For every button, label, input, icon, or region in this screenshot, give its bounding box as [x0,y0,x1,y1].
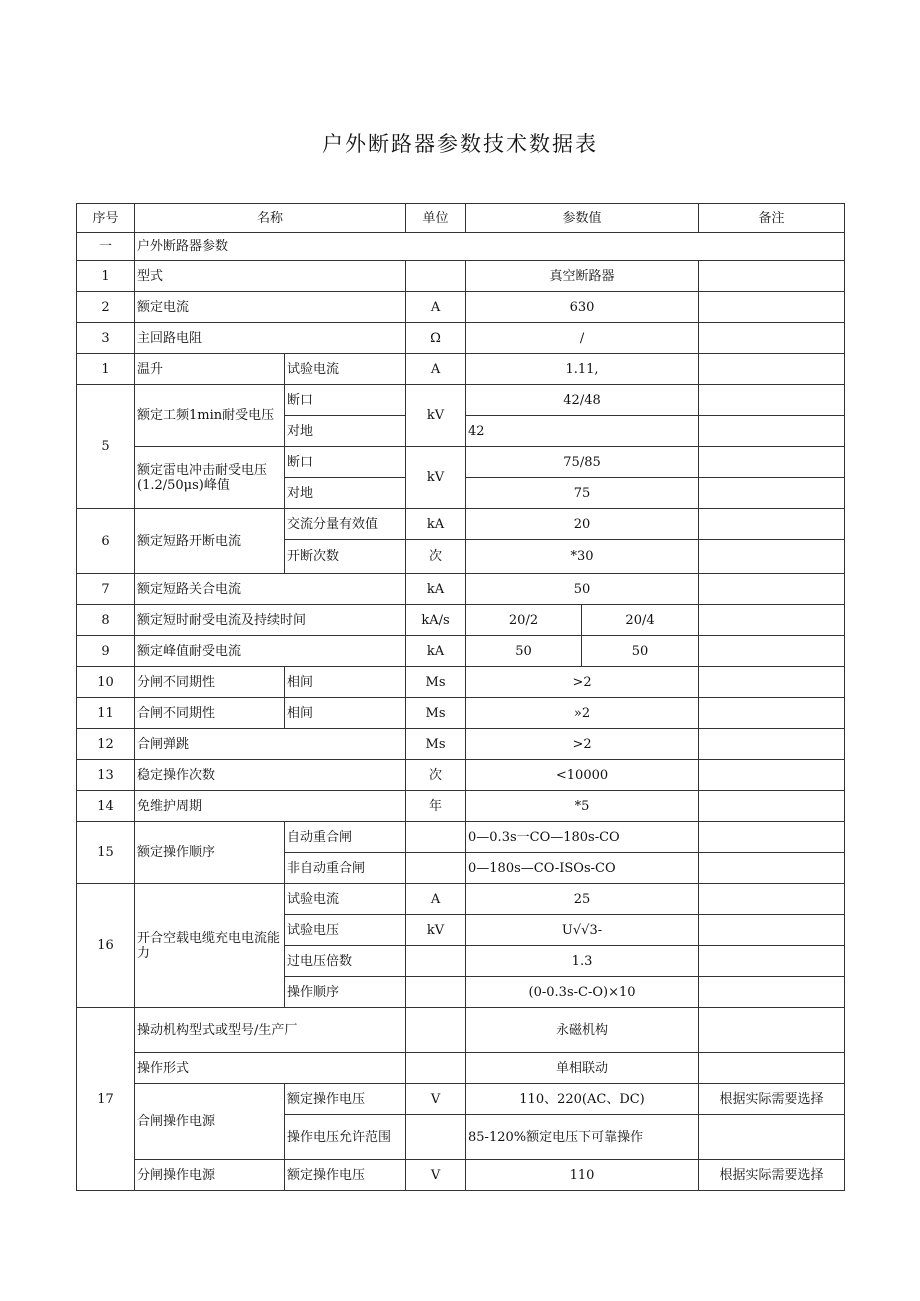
row-note [699,977,845,1008]
table-row [77,636,845,667]
row-value: *5 [466,791,699,822]
row-seq: 16 [77,884,135,1008]
row-name: 额定短路开断电流 [135,509,285,574]
row-unit: kA [406,574,466,605]
row-unit: 年 [406,791,466,822]
row-value: U√√3- [466,915,699,946]
row-name: 额定短路关合电流 [135,574,406,605]
row-name: 操作形式 [135,1053,406,1084]
row-unit: A [406,884,466,915]
row-seq: 7 [77,574,135,605]
table-header [77,204,845,233]
row-seq: 11 [77,698,135,729]
row-seq: 10 [77,667,135,698]
row-unit: 次 [406,540,466,574]
row-value: 85-120%额定电压下可靠操作 [466,1115,699,1160]
table-row [77,791,845,822]
row-note [699,261,845,292]
row-name: 合闸操作电源 [135,1084,285,1160]
row-sub: 相间 [285,698,406,729]
row-unit: Ms [406,667,466,698]
row-unit [406,1115,466,1160]
row-sub: 自动重合闸 [285,822,406,853]
row-note [699,791,845,822]
row-sub: 额定操作电压 [285,1084,406,1115]
row-value: 42/48 [466,385,699,416]
table-row [77,822,845,853]
row-note [699,1053,845,1084]
row-note [699,946,845,977]
row-note [699,509,845,540]
row-unit: kV [406,915,466,946]
row-name: 主回路电阻 [135,323,406,354]
row-note [699,1115,845,1160]
row-sub: 开断次数 [285,540,406,574]
row-seq: 2 [77,292,135,323]
row-sub: 非自动重合闸 [285,853,406,884]
table-row [77,292,845,323]
row-value: 0—0.3s一CO—180s-CO [466,822,699,853]
row-value: 75/85 [466,447,699,478]
table-row [77,261,845,292]
header-note: 备注 [699,204,845,233]
row-note [699,385,845,416]
row-sub: 对地 [285,416,406,447]
row-seq: 13 [77,760,135,791]
header-value: 参数值 [466,204,699,233]
row-unit: A [406,354,466,385]
row-sub: 交流分量有效值 [285,509,406,540]
row-unit [406,853,466,884]
row-value: 永磁机构 [466,1008,699,1053]
header-name: 名称 [135,204,406,233]
row-note [699,1008,845,1053]
table-row [77,1008,845,1053]
row-name: 额定雷电冲击耐受电压(1.2/50μs)峰值 [135,447,285,509]
row-name: 稳定操作次数 [135,760,406,791]
row-seq: 17 [77,1008,135,1191]
table-row [77,385,845,416]
table-row [77,605,845,636]
row-name: 免维护周期 [135,791,406,822]
row-name: 开合空载电缆充电电流能力 [135,884,285,1008]
row-note [699,323,845,354]
row-seq: 6 [77,509,135,574]
row-value: 1.3 [466,946,699,977]
row-note: 根据实际需要选择 [699,1084,845,1115]
row-unit [406,822,466,853]
row-name: 操动机构型式或型号/生产厂 [135,1008,406,1053]
row-seq: 1 [77,261,135,292]
row-value: 110 [466,1160,699,1191]
table-row [77,729,845,760]
row-unit: Ms [406,698,466,729]
row-sub: 对地 [285,478,406,509]
row-seq: 14 [77,791,135,822]
table-row [77,323,845,354]
row-name: 额定操作顺序 [135,822,285,884]
row-name: 额定短时耐受电流及持续时间 [135,605,406,636]
row-note: 根据实际需要选择 [699,1160,845,1191]
section-seq: 一 [77,233,135,261]
row-sub: 试验电压 [285,915,406,946]
row-value: 110、220(AC、DC) [466,1084,699,1115]
row-name: 合闸弹跳 [135,729,406,760]
row-unit: kA/s [406,605,466,636]
row-note [699,915,845,946]
row-unit: 次 [406,760,466,791]
row-name: 分闸操作电源 [135,1160,285,1191]
table-row [77,698,845,729]
row-value: 75 [466,478,699,509]
row-value-2: 20/4 [582,605,699,636]
row-sub: 试验电流 [285,354,406,385]
table-row [77,760,845,791]
row-note [699,416,845,447]
row-seq: 9 [77,636,135,667]
row-value-1: 20/2 [466,605,582,636]
row-unit: kA [406,509,466,540]
row-unit: Ms [406,729,466,760]
table-row [77,354,845,385]
row-value: 真空断路器 [466,261,699,292]
row-seq: 12 [77,729,135,760]
row-note [699,729,845,760]
row-note [699,822,845,853]
row-note [699,447,845,478]
row-name: 温升 [135,354,285,385]
header-seq: 序号 [77,204,135,233]
header-unit: 单位 [406,204,466,233]
row-value: (0-0.3s-C-O)×10 [466,977,699,1008]
row-value: >2 [466,667,699,698]
row-seq: 8 [77,605,135,636]
row-note [699,884,845,915]
row-note [699,667,845,698]
table-row [77,884,845,915]
row-name: 分闸不同期性 [135,667,285,698]
page-title: 户外断路器参数技术数据表 [322,132,598,156]
section-label: 户外断路器参数 [135,233,845,261]
row-unit: kV [406,385,466,447]
row-sub: 操作顺序 [285,977,406,1008]
row-note [699,698,845,729]
row-note [699,760,845,791]
row-unit: A [406,292,466,323]
row-value: <10000 [466,760,699,791]
row-seq: 15 [77,822,135,884]
row-unit: V [406,1084,466,1115]
row-value: 42 [466,416,699,447]
row-value: 20 [466,509,699,540]
row-sub: 试验电流 [285,884,406,915]
row-note [699,574,845,605]
row-sub: 相间 [285,667,406,698]
row-sub: 额定操作电压 [285,1160,406,1191]
section-row [77,233,845,261]
row-value: 25 [466,884,699,915]
row-sub: 过电压倍数 [285,946,406,977]
row-unit: V [406,1160,466,1191]
row-note [699,853,845,884]
row-unit [406,977,466,1008]
row-value: »2 [466,698,699,729]
row-unit [406,261,466,292]
table-row [77,1084,845,1115]
row-note [699,354,845,385]
row-sub: 断口 [285,385,406,416]
row-value: *30 [466,540,699,574]
parameter-table [76,203,845,1191]
table-row [77,667,845,698]
row-unit: kV [406,447,466,509]
row-note [699,636,845,667]
row-name: 型式 [135,261,406,292]
row-note [699,292,845,323]
row-unit: kA [406,636,466,667]
row-value: >2 [466,729,699,760]
row-value: 0—180s—CO-ISOs-CO [466,853,699,884]
row-sub: 断口 [285,447,406,478]
row-value: 50 [466,574,699,605]
row-unit [406,946,466,977]
row-seq: 3 [77,323,135,354]
row-note [699,478,845,509]
row-unit: Ω [406,323,466,354]
row-value: 1.11, [466,354,699,385]
row-name: 额定工频1min耐受电压 [135,385,285,447]
row-name: 额定电流 [135,292,406,323]
row-note [699,605,845,636]
row-sub: 操作电压允许范围 [285,1115,406,1160]
table-row [77,1053,845,1084]
row-seq: 5 [77,385,135,509]
row-unit [406,1053,466,1084]
row-note [699,540,845,574]
row-seq: 1 [77,354,135,385]
row-unit [406,1008,466,1053]
row-name: 合闸不同期性 [135,698,285,729]
row-value: / [466,323,699,354]
row-value-2: 50 [582,636,699,667]
table-row [77,447,845,478]
table-row [77,574,845,605]
row-name: 额定峰值耐受电流 [135,636,406,667]
row-value: 630 [466,292,699,323]
row-value: 单相联动 [466,1053,699,1084]
table-row [77,509,845,540]
row-value-1: 50 [466,636,582,667]
table-row [77,1160,845,1191]
